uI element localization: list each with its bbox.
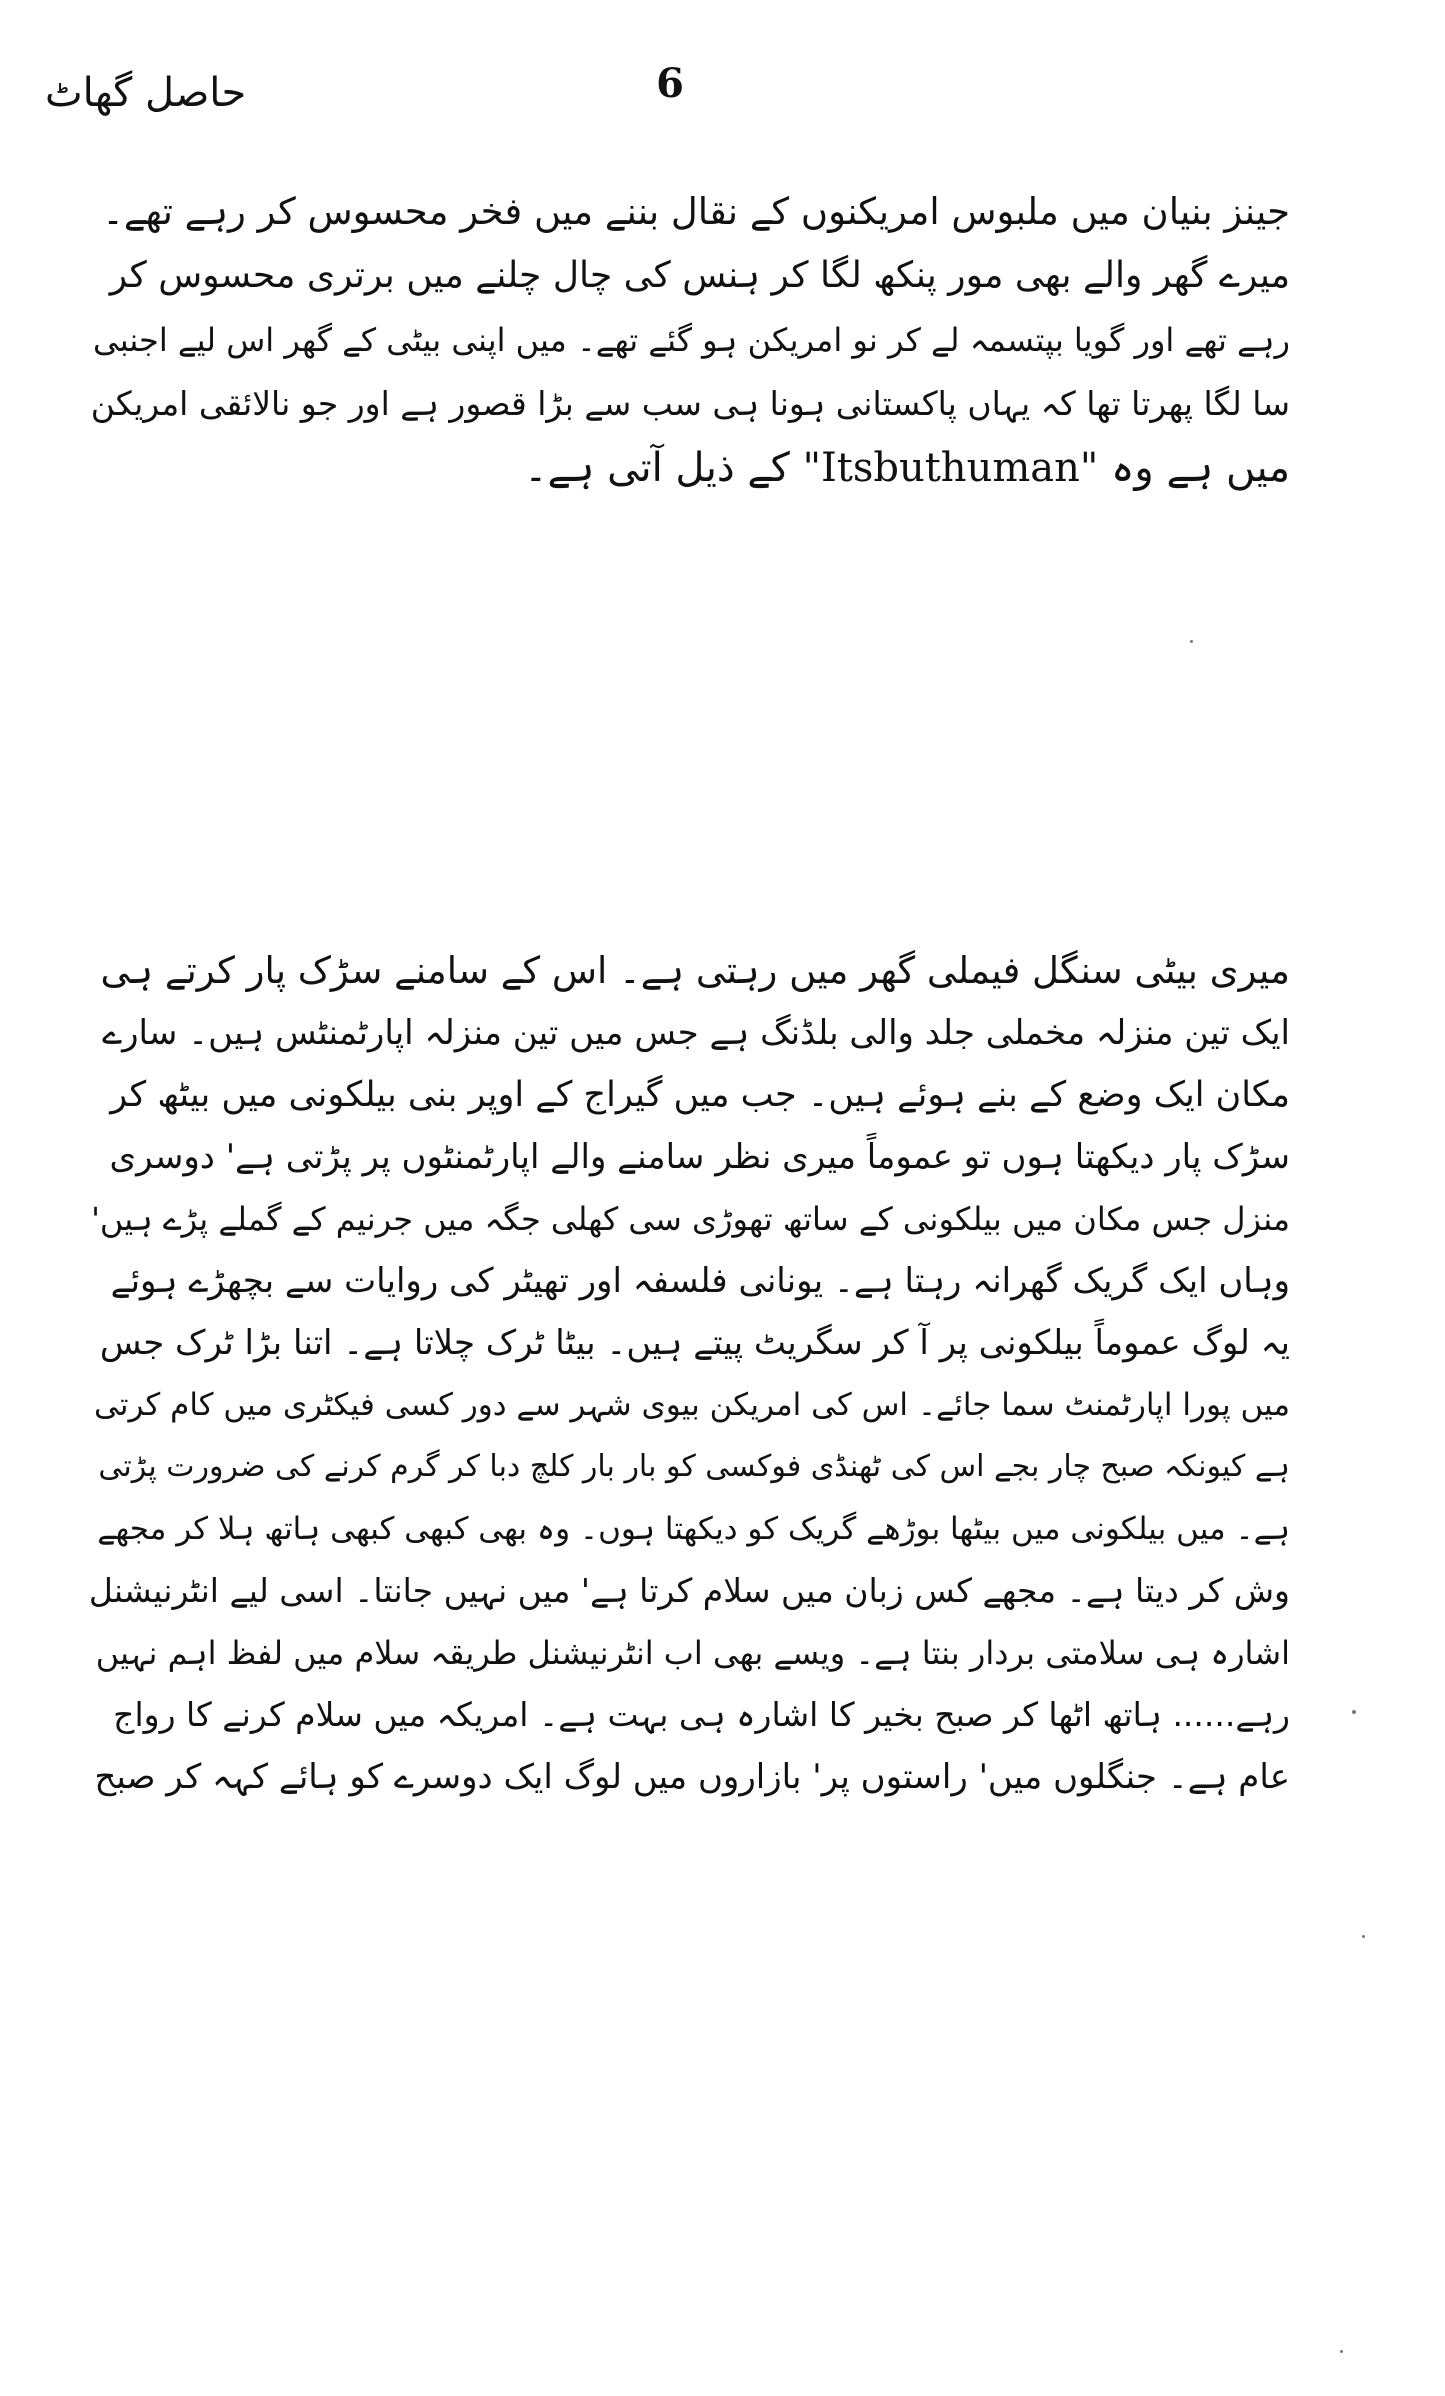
scan-speck bbox=[1190, 640, 1193, 643]
text-line: منزل جس مکان میں بیلکونی کے ساتھ تھوڑی سی کھلی جگہ میں جرنیم کے گملے پڑے ہیں' bbox=[91, 1200, 1290, 1238]
scan-speck bbox=[1362, 1935, 1365, 1938]
page-number: 6 bbox=[656, 60, 684, 107]
text-line: ایک تین منزلہ مخملی جلد والی بلڈنگ ہے جس میں تین منزلہ اپارٹمنٹس ہیں۔ سارے bbox=[102, 1013, 1290, 1053]
text-line: اشارہ ہی سلامتی بردار بنتا ہے۔ ویسے بھی اب انٹرنیشنل طریقہ سلام میں لفظ اہم نہیں bbox=[95, 1634, 1290, 1672]
text-line: ہے کیونکہ صبح چار بجے اس کی ٹھنڈی فوکسی کو بار بار کلچ دبا کر گرم کرنے کی ضرورت پڑتی bbox=[98, 1449, 1290, 1484]
text-fragment: میں ہے وہ bbox=[1110, 445, 1290, 491]
text-line: سڑک پار دیکھتا ہوں تو عموماً میری نظر سامنے والے اپارٹمنٹوں پر پڑتی ہے' دوسری bbox=[109, 1137, 1290, 1177]
text-line: میری بیٹی سنگل فیملی گھر میں رہتی ہے۔ اس کے سامنے سڑک پار کرتے ہی bbox=[100, 949, 1290, 992]
text-line: رہے تھے اور گویا بپتسمہ لے کر نو امریکن ہو گئے تھے۔ میں اپنی بیٹی کے گھر اس لیے اجنبی bbox=[93, 321, 1290, 359]
english-quote: "Itsbuthuman" bbox=[802, 445, 1099, 491]
text-line: وہاں ایک گریک گھرانہ رہتا ہے۔ یونانی فلسفہ اور تھیٹر کی روایات سے بچھڑے ہوئے bbox=[110, 1261, 1290, 1301]
text-line: عام ہے۔ جنگلوں میں' راستوں پر' بازاروں میں لوگ ایک دوسرے کو ہائے کہہ کر صبح bbox=[94, 1757, 1290, 1797]
paragraph-2 bbox=[78, 940, 1290, 1808]
text-line: رہے...... ہاتھ اٹھا کر صبح بخیر کا اشارہ ہی بہت ہے۔ امریکہ میں سلام کرنے کا رواج bbox=[113, 1695, 1290, 1734]
text-fragment: کے ذیل آتی ہے۔ bbox=[524, 445, 790, 491]
text-line: ہے۔ میں بیلکونی میں بیٹھا بوڑھے گریک کو دیکھتا ہوں۔ وہ بھی کبھی کبھی ہاتھ ہلا کر مجھے bbox=[97, 1511, 1290, 1547]
running-header-title: حاصل گھاٹ bbox=[45, 70, 247, 116]
text-line: میرے گھر والے بھی مور پنکھ لگا کر ہنس کی چال چلنے میں برتری محسوس کر bbox=[109, 255, 1290, 296]
scan-speck bbox=[1340, 2350, 1343, 2353]
text-line: میں پورا اپارٹمنٹ سما جائے۔ اس کی امریکن بیوی شہر سے دور کسی فیکٹری میں کام کرتی bbox=[93, 1387, 1290, 1423]
paragraph-1 bbox=[78, 180, 1290, 500]
text-line: وش کر دیتا ہے۔ مجھے کس زبان میں سلام کرتا ہے' میں نہیں جانتا۔ اسی لیے انٹرنیشنل bbox=[88, 1571, 1290, 1610]
text-line-last bbox=[78, 436, 1290, 500]
text-line: یہ لوگ عموماً بیلکونی پر آ کر سگریٹ پیتے ہیں۔ بیٹا ٹرک چلاتا ہے۔ اتنا بڑا ٹرک جس bbox=[99, 1323, 1290, 1363]
scan-speck bbox=[1352, 1710, 1356, 1714]
text-line: مکان ایک وضع کے بنے ہوئے ہیں۔ جب میں گیراج کے اوپر بنی بیلکونی میں بیٹھ کر bbox=[110, 1075, 1290, 1115]
text-line: سا لگا پھرتا تھا کہ یہاں پاکستانی ہونا ہی سب سے بڑا قصور ہے اور جو نالائقی امریکن bbox=[90, 384, 1290, 423]
text-line: جینز بنیان میں ملبوس امریکنوں کے نقال بننے میں فخر محسوس کر رہے تھے۔ bbox=[102, 190, 1290, 233]
